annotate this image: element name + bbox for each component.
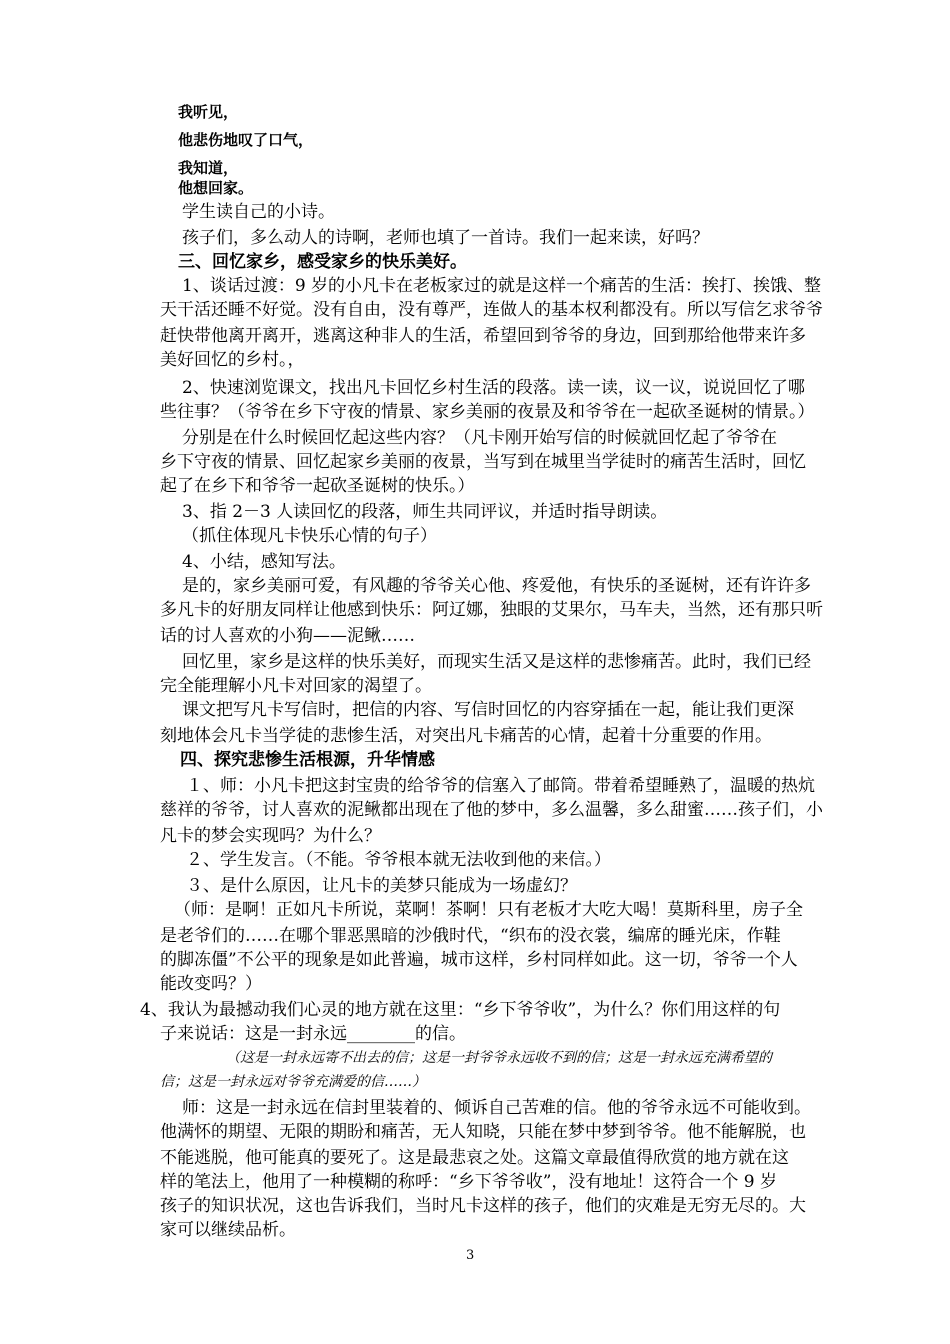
text-line: 3、指 2－3 人读回忆的段落，师生共同评议，并适时指导朗读。 [182, 502, 668, 522]
text-line: 是老爷们的……在哪个罪恶黑暗的沙俄时代，“织布的没衣裳，编席的睡光床，作鞋 [160, 926, 781, 946]
text-line: 课文把写凡卡写信时，把信的内容、写信时回忆的内容穿插在一起，能让我们更深 [182, 700, 794, 720]
text-line: 天干活还睡不好觉。没有自由，没有尊严，连做人的基本权利都没有。所以写信乞求爷爷 [160, 300, 823, 320]
text-line: 孩子的知识状况，这也告诉我们，当时凡卡这样的孩子，他们的灾难是无穷无尽的。大 [160, 1196, 806, 1216]
poem-line: 我听见， [178, 103, 239, 121]
text-line: 起了在乡下和爷爷一起砍圣诞树的快乐。） [160, 476, 475, 496]
text-line: 师：这是一封永远在信封里装着的、倾诉自己苦难的信。他的爷爷永远不可能收到。 [182, 1098, 811, 1118]
text-line: 美好回忆的乡村。， [160, 350, 305, 370]
text-line: 多凡卡的好朋友同样让他感到快乐：阿辽娜，独眼的艾果尔，马车夫，当然，还有那只听 [160, 600, 823, 620]
text-line: 赶快带他离开离开，逃离这种非人的生活，希望回到爷爷的身边，回到那给他带来许多 [160, 326, 806, 346]
section-heading: 三、回忆家乡，感受家乡的快乐美好。 [178, 252, 467, 272]
text-line: １、师：小凡卡把这封宝贵的给爷爷的信塞入了邮筒。带着希望睡熟了，温暖的热炕 [186, 776, 815, 796]
text-line: 孩子们，多么动人的诗啊，老师也填了一首诗。我们一起来读，好吗？ [182, 228, 709, 248]
text-line: 子来说话：这是一封永远________的信。 [160, 1024, 466, 1044]
italic-example-line: 信；这是一封永远对爷爷充满爱的信……） [160, 1074, 426, 1090]
text-line: 2、快速浏览课文，找出凡卡回忆乡村生活的段落。读一读，议一议，说说回忆了哪 [182, 378, 805, 398]
poem-line: 他悲伤地叹了口气， [178, 131, 314, 149]
text-line: 慈祥的爷爷，讨人喜欢的泥鳅都出现在了他的梦中，多么温馨，多么甜蜜……孩子们，小 [160, 800, 823, 820]
text-line: 家可以继续品析。 [160, 1220, 296, 1240]
text-line: 是的，家乡美丽可爱，有风趣的爷爷关心他、疼爱他，有快乐的圣诞树，还有许许多 [182, 576, 811, 596]
text-line: ３、是什么原因，让凡卡的美梦只能成为一场虚幻？ [186, 876, 577, 896]
text-line: （师：是啊！正如凡卡所说，菜啊！茶啊！只有老板才大吃大喝！莫斯科里，房子全 [174, 900, 803, 920]
text-line: 样的笔法上，他用了一种模糊的称呼：“乡下爷爷收”，没有地址！这符合一个 9 岁 [160, 1172, 778, 1192]
text-line: ２、学生发言。（不能。爷爷根本就无法收到他的来信。） [186, 850, 611, 870]
text-line: 分别是在什么时候回忆起这些内容？（凡卡刚开始写信的时候就回忆起了爷爷在 [182, 428, 777, 448]
poem-line: 他想回家。 [178, 179, 254, 197]
text-line: 4、我认为最撼动我们心灵的地方就在这里：“乡下爷爷收”，为什么？你们用这样的句 [140, 1000, 781, 1020]
text-line: 不能逃脱，他可能真的要死了。这是最悲哀之处。这篇文章最值得欣赏的地方就在这 [160, 1148, 789, 1168]
text-line: 的脚冻僵”不公平的现象是如此普遍，城市这样，乡村同样如此。这一切，爷爷一个人 [160, 950, 798, 970]
text-line: 能改变吗？） [160, 974, 262, 994]
text-line: 他满怀的期望、无限的期盼和痛苦，无人知晓，只能在梦中梦到爷爷。他不能解脱，也 [160, 1122, 806, 1142]
poem-line: 我知道， [178, 159, 239, 177]
text-line: 完全能理解小凡卡对回家的渴望了。 [160, 676, 432, 696]
text-line: 刻地体会凡卡当学徒的悲惨生活，对突出凡卡痛苦的心情，起着十分重要的作用。 [160, 726, 772, 746]
text-line: 乡下守夜的情景、回忆起家乡美丽的夜景，当写到在城里当学徒时的痛苦生活时，回忆 [160, 452, 806, 472]
italic-example-line: （这是一封永远寄不出去的信；这是一封爷爷永远收不到的信；这是一封永远充满希望的 [226, 1050, 772, 1066]
text-line: 凡卡的梦会实现吗？为什么？ [160, 826, 381, 846]
text-line: 1、谈话过渡：9 岁的小凡卡在老板家过的就是这样一个痛苦的生活：挨打、挨饿、整 [182, 276, 822, 296]
section-heading: 四、探究悲惨生活根源，升华情感 [180, 750, 435, 770]
text-line: 4、小结，感知写法。 [182, 552, 346, 572]
page-number: 3 [466, 1248, 475, 1263]
text-line: 回忆里，家乡是这样的快乐美好，而现实生活又是这样的悲惨痛苦。此时，我们已经 [182, 652, 811, 672]
text-line: （抓住体现凡卡快乐心情的句子） [182, 526, 437, 546]
text-line: 些往事？（爷爷在乡下守夜的情景、家乡美丽的夜景及和爷爷在一起砍圣诞树的情景。） [160, 402, 815, 422]
text-line: 话的讨人喜欢的小狗——泥鳅…… [160, 626, 415, 646]
text-line: 学生读自己的小诗。 [182, 202, 335, 222]
